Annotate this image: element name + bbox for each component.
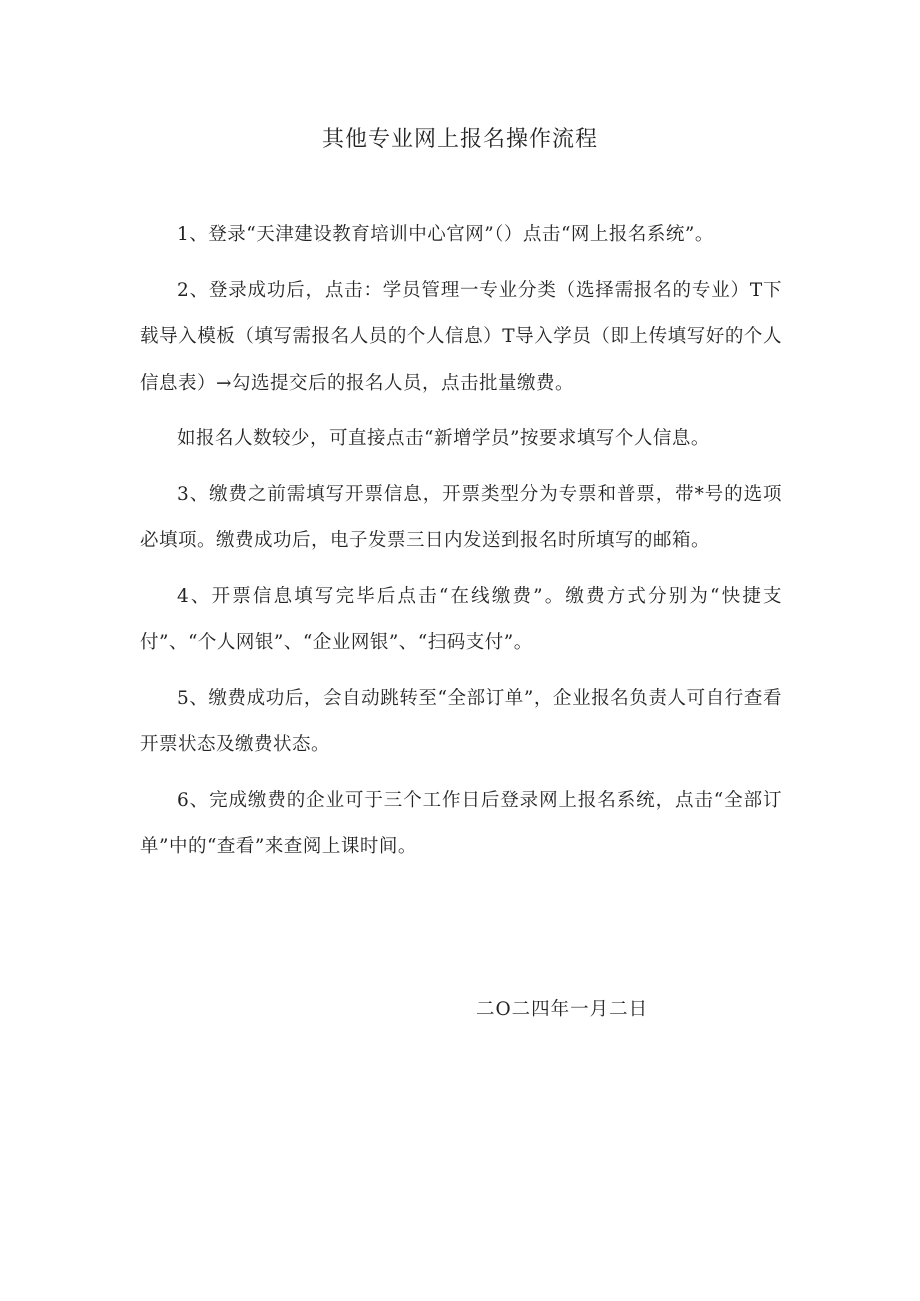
document-title: 其他专业网上报名操作流程 [321,127,598,152]
step-4-paragraph: 4、开票信息填写完毕后点击“在线缴费”。缴费方式分别为“快捷支付”、“个人网银”、“企业网银”、“扫码支付”。 [140,585,782,653]
document-body [140,212,782,880]
step-6-paragraph: 6、完成缴费的企业可于三个工作日后登录网上报名系统，点击“全部订单”中的“查看”来查阅上课时间。 [140,789,782,857]
step-2-paragraph: 2、登录成功后，点击：学员管理一专业分类（选择需报名的专业）T下载导入模板（填写需报名人员的个人信息）T导入学员（即上传填写好的个人信息表）→勾选提交后的报名人员，点击批量缴费。 [140,279,782,394]
document-date: 二O二四年一月二日 [476,999,649,1020]
step-1-paragraph: 1、登录“天津建设教育培训中心官网”（）点击“网上报名系统”。 [177,224,714,245]
step-2-note-paragraph: 如报名人数较少，可直接点击“新增学员”按要求填写个人信息。 [177,428,710,449]
step-5-paragraph: 5、缴费成功后，会自动跳转至“全部订单”，企业报名负责人可自行查看开票状态及缴费状态。 [140,687,782,755]
step-3-paragraph: 3、缴费之前需填写开票信息，开票类型分为专票和普票，带*号的选项必填项。缴费成功后，电子发票三日内发送到报名时所填写的邮箱。 [140,483,782,551]
